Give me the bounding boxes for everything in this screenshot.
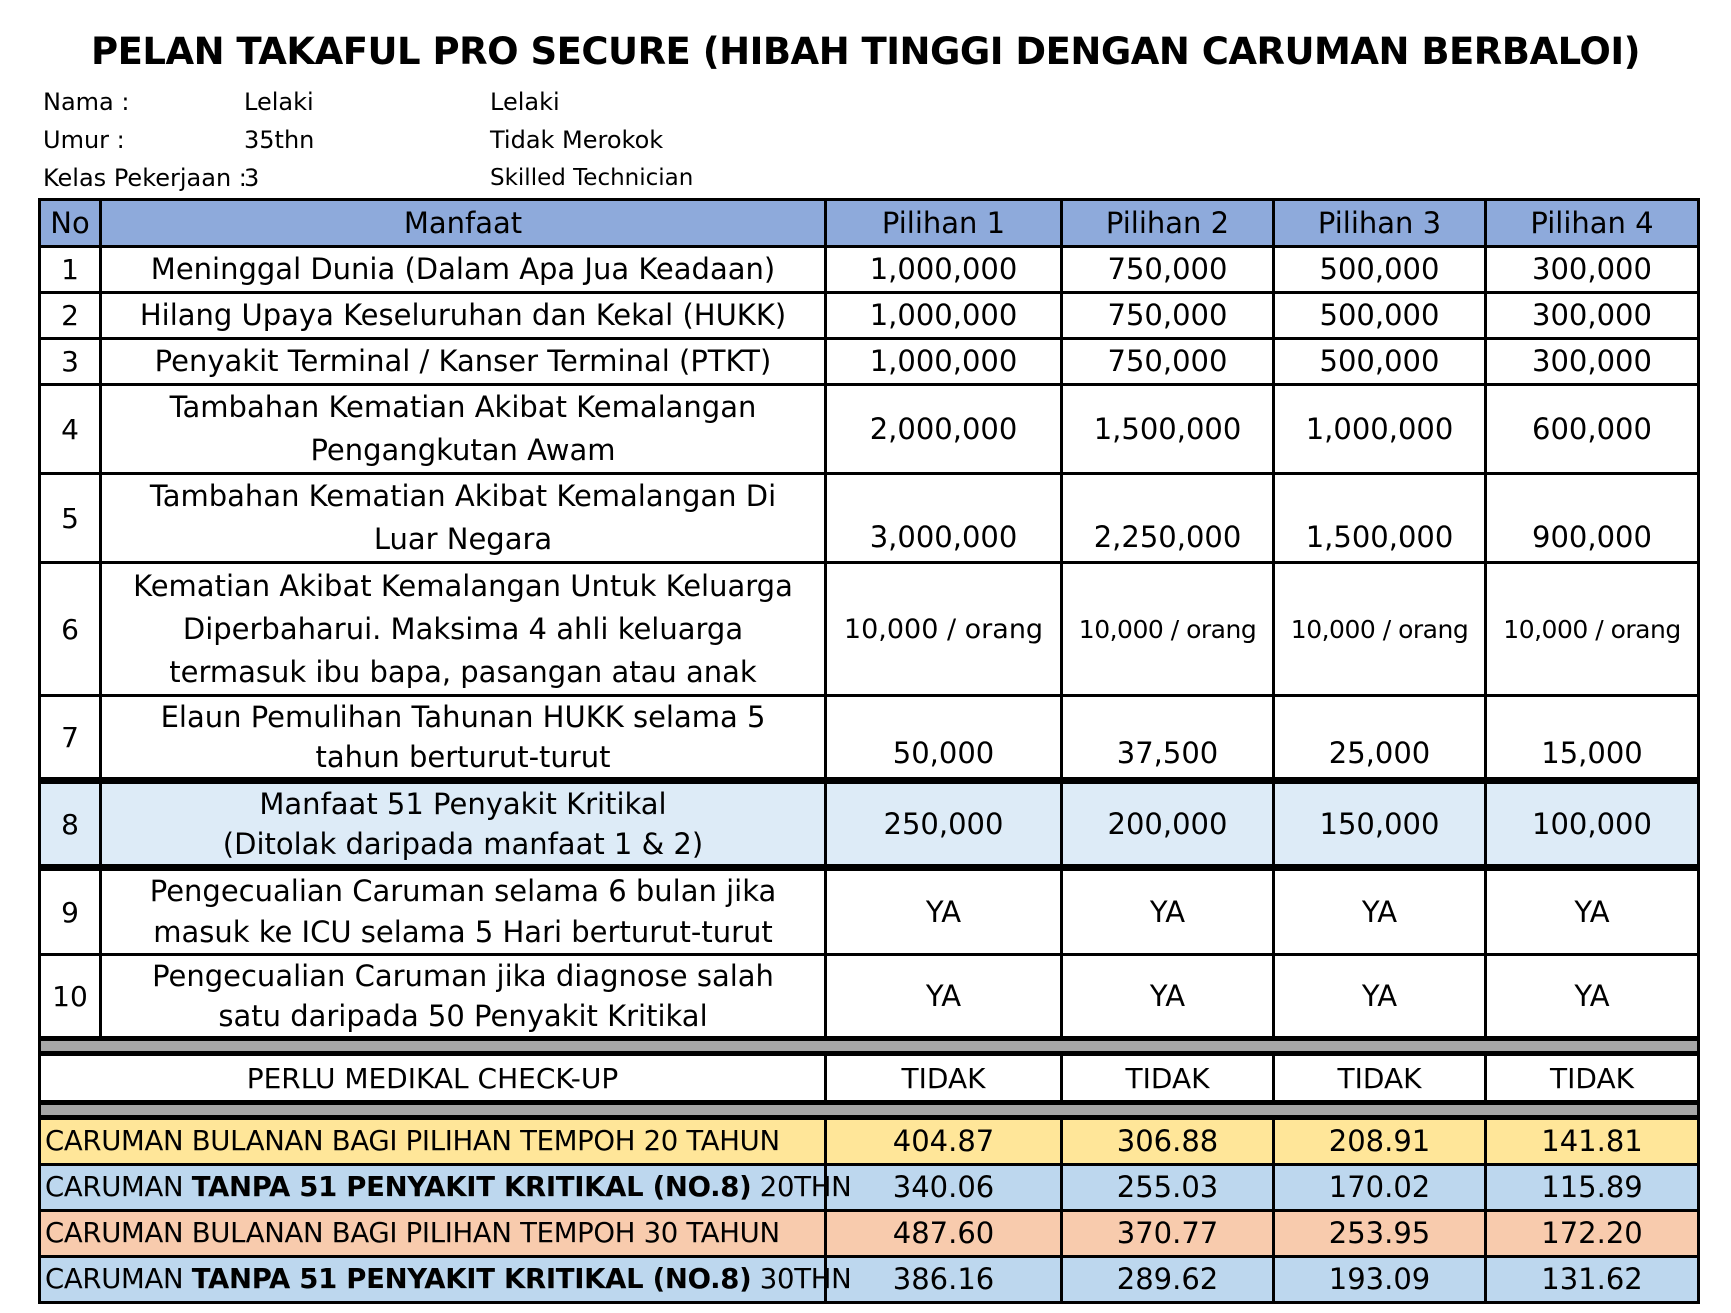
row-value: YA xyxy=(1062,868,1274,955)
contribution-30yr-no-ci-row xyxy=(40,1257,1699,1303)
header-pilihan-3: Pilihan 3 xyxy=(1274,200,1486,247)
row-value: 10,000 / orang xyxy=(1062,563,1274,696)
contribution-value: 170.02 xyxy=(1274,1165,1486,1211)
table-row-critical-illness xyxy=(40,781,1699,868)
row-value: YA xyxy=(1274,868,1486,955)
row-value: 150,000 xyxy=(1274,781,1486,868)
contribution-value: 131.62 xyxy=(1486,1257,1699,1303)
header-pilihan-1: Pilihan 1 xyxy=(826,200,1062,247)
label-pre: CARUMAN xyxy=(45,1171,192,1203)
row-value: 1,000,000 xyxy=(826,339,1062,385)
contribution-value: 370.77 xyxy=(1062,1211,1274,1257)
row-value: 50,000 xyxy=(826,696,1062,781)
medical-label: PERLU MEDIKAL CHECK-UP xyxy=(40,1054,826,1103)
row-value: 10,000 / orang xyxy=(826,563,1062,696)
table-row xyxy=(40,293,1699,339)
medical-value: TIDAK xyxy=(826,1054,1062,1103)
row-no: 1 xyxy=(40,247,101,293)
umur-extra: Tidak Merokok xyxy=(490,126,664,154)
page-title: PELAN TAKAFUL PRO SECURE (HIBAH TINGGI DENGAN CARUMAN BERBALOI) xyxy=(90,30,1641,73)
umur-label: Umur : xyxy=(43,126,125,154)
kelas-extra: Skilled Technician xyxy=(490,165,694,191)
kelas-label: Kelas Pekerjaan : xyxy=(43,164,247,192)
table-row xyxy=(40,247,1699,293)
row-no: 2 xyxy=(40,293,101,339)
row-value: 25,000 xyxy=(1274,696,1486,781)
contribution-label: CARUMAN BULANAN BAGI PILIHAN TEMPOH 20 TAHUN xyxy=(40,1118,826,1165)
row-value: 10,000 / orang xyxy=(1486,563,1699,696)
separator xyxy=(40,1103,1699,1118)
contribution-label xyxy=(40,1165,852,1211)
row-manfaat: Pengecualian Caruman selama 6 bulan jika masuk ke ICU selama 5 Hari berturut-turut xyxy=(101,868,826,955)
contribution-label: CARUMAN BULANAN BAGI PILIHAN TEMPOH 30 TAHUN xyxy=(40,1211,826,1257)
row-value: YA xyxy=(1274,955,1486,1039)
medical-value: TIDAK xyxy=(1486,1054,1699,1103)
row-value: 300,000 xyxy=(1486,247,1699,293)
row-value: 750,000 xyxy=(1062,247,1274,293)
contribution-label xyxy=(40,1257,852,1303)
contribution-30yr-row xyxy=(40,1211,1699,1257)
contribution-value: 172.20 xyxy=(1486,1211,1699,1257)
separator-row xyxy=(40,1039,1699,1054)
table-row xyxy=(40,696,1699,781)
row-value: 2,000,000 xyxy=(826,385,1062,474)
nama-label: Nama : xyxy=(43,88,130,116)
row-value: YA xyxy=(1486,955,1699,1039)
row-value: 200,000 xyxy=(1062,781,1274,868)
row-value: 15,000 xyxy=(1486,696,1699,781)
row-value: 100,000 xyxy=(1486,781,1699,868)
row-no: 9 xyxy=(40,868,101,955)
contribution-value: 253.95 xyxy=(1274,1211,1486,1257)
row-value: 1,000,000 xyxy=(826,247,1062,293)
row-manfaat-line2: (Ditolak daripada manfaat 1 & 2) xyxy=(222,827,704,861)
table-row xyxy=(40,474,1699,563)
table-header-row xyxy=(40,200,1699,247)
row-value: YA xyxy=(1062,955,1274,1039)
row-no: 6 xyxy=(40,563,101,696)
row-no: 3 xyxy=(40,339,101,385)
row-value: 10,000 / orang xyxy=(1274,563,1486,696)
row-value: 750,000 xyxy=(1062,293,1274,339)
row-value: YA xyxy=(826,955,1062,1039)
row-value: 1,500,000 xyxy=(1274,474,1486,563)
label-post: 30THN xyxy=(751,1263,852,1295)
contribution-20yr-row xyxy=(40,1118,1699,1165)
label-bold: TANPA 51 PENYAKIT KRITIKAL (NO.8) xyxy=(191,1171,752,1203)
row-value: 300,000 xyxy=(1486,293,1699,339)
row-value: 1,500,000 xyxy=(1062,385,1274,474)
row-no: 4 xyxy=(40,385,101,474)
table-row xyxy=(40,385,1699,474)
header-pilihan-4: Pilihan 4 xyxy=(1486,200,1699,247)
row-value: 500,000 xyxy=(1274,339,1486,385)
row-no: 5 xyxy=(40,474,101,563)
contribution-20yr-no-ci-row xyxy=(40,1165,1699,1211)
row-value: 600,000 xyxy=(1486,385,1699,474)
row-manfaat: Pengecualian Caruman jika diagnose salah satu daripada 50 Penyakit Kritikal xyxy=(101,955,826,1039)
nama-value: Lelaki xyxy=(244,88,314,116)
benefits-table xyxy=(38,198,1700,1304)
contribution-value: 386.16 xyxy=(826,1257,1062,1303)
row-value: YA xyxy=(826,868,1062,955)
row-manfaat: Meninggal Dunia (Dalam Apa Jua Keadaan) xyxy=(101,247,826,293)
contribution-value: 487.60 xyxy=(826,1211,1062,1257)
contribution-value: 208.91 xyxy=(1274,1118,1486,1165)
row-value: YA xyxy=(1486,868,1699,955)
row-value: 250,000 xyxy=(826,781,1062,868)
medical-value: TIDAK xyxy=(1062,1054,1274,1103)
header-no: No xyxy=(40,200,101,247)
nama-extra: Lelaki xyxy=(490,88,560,116)
row-no: 7 xyxy=(40,696,101,781)
contribution-value: 193.09 xyxy=(1274,1257,1486,1303)
contribution-value: 255.03 xyxy=(1062,1165,1274,1211)
table-row xyxy=(40,868,1699,955)
kelas-value: 3 xyxy=(244,164,260,192)
row-value: 1,000,000 xyxy=(826,293,1062,339)
row-value: 1,000,000 xyxy=(1274,385,1486,474)
row-manfaat: Penyakit Terminal / Kanser Terminal (PTKT) xyxy=(101,339,826,385)
medical-checkup-row xyxy=(40,1054,1699,1103)
row-value: 500,000 xyxy=(1274,247,1486,293)
row-value: 2,250,000 xyxy=(1062,474,1274,563)
row-value: 900,000 xyxy=(1486,474,1699,563)
row-value: 500,000 xyxy=(1274,293,1486,339)
header-manfaat: Manfaat xyxy=(101,200,826,247)
contribution-value: 404.87 xyxy=(826,1118,1062,1165)
umur-value: 35thn xyxy=(244,126,315,154)
header-pilihan-2: Pilihan 2 xyxy=(1062,200,1274,247)
contribution-value: 306.88 xyxy=(1062,1118,1274,1165)
row-manfaat: Tambahan Kematian Akibat Kemalangan Pengangkutan Awam xyxy=(101,385,826,474)
row-manfaat: Tambahan Kematian Akibat Kemalangan Di Luar Negara xyxy=(101,474,826,563)
row-no: 10 xyxy=(40,955,101,1039)
row-no: 8 xyxy=(40,781,101,868)
label-post: 20THN xyxy=(751,1171,852,1203)
contribution-value: 115.89 xyxy=(1486,1165,1699,1211)
label-pre: CARUMAN xyxy=(45,1263,192,1295)
separator-row xyxy=(40,1103,1699,1118)
separator xyxy=(40,1039,1699,1054)
row-manfaat: Elaun Pemulihan Tahunan HUKK selama 5 tahun berturut-turut xyxy=(101,696,826,781)
table-row xyxy=(40,339,1699,385)
row-manfaat: Hilang Upaya Keseluruhan dan Kekal (HUKK) xyxy=(101,293,826,339)
row-value: 300,000 xyxy=(1486,339,1699,385)
row-value: 750,000 xyxy=(1062,339,1274,385)
contribution-value: 340.06 xyxy=(826,1165,1062,1211)
contribution-value: 289.62 xyxy=(1062,1257,1274,1303)
row-manfaat: Kematian Akibat Kemalangan Untuk Keluarga Diperbaharui. Maksima 4 ahli keluarga termasuk ibu bapa, pasangan atau anak xyxy=(101,563,826,696)
row-value: 3,000,000 xyxy=(826,474,1062,563)
row-value: 37,500 xyxy=(1062,696,1274,781)
label-bold: TANPA 51 PENYAKIT KRITIKAL (NO.8) xyxy=(191,1263,752,1295)
table-row xyxy=(40,955,1699,1039)
contribution-value: 141.81 xyxy=(1486,1118,1699,1165)
table-row xyxy=(40,563,1699,696)
row-manfaat xyxy=(101,781,826,868)
row-manfaat-line1: Manfaat 51 Penyakit Kritikal xyxy=(259,787,667,821)
medical-value: TIDAK xyxy=(1274,1054,1486,1103)
